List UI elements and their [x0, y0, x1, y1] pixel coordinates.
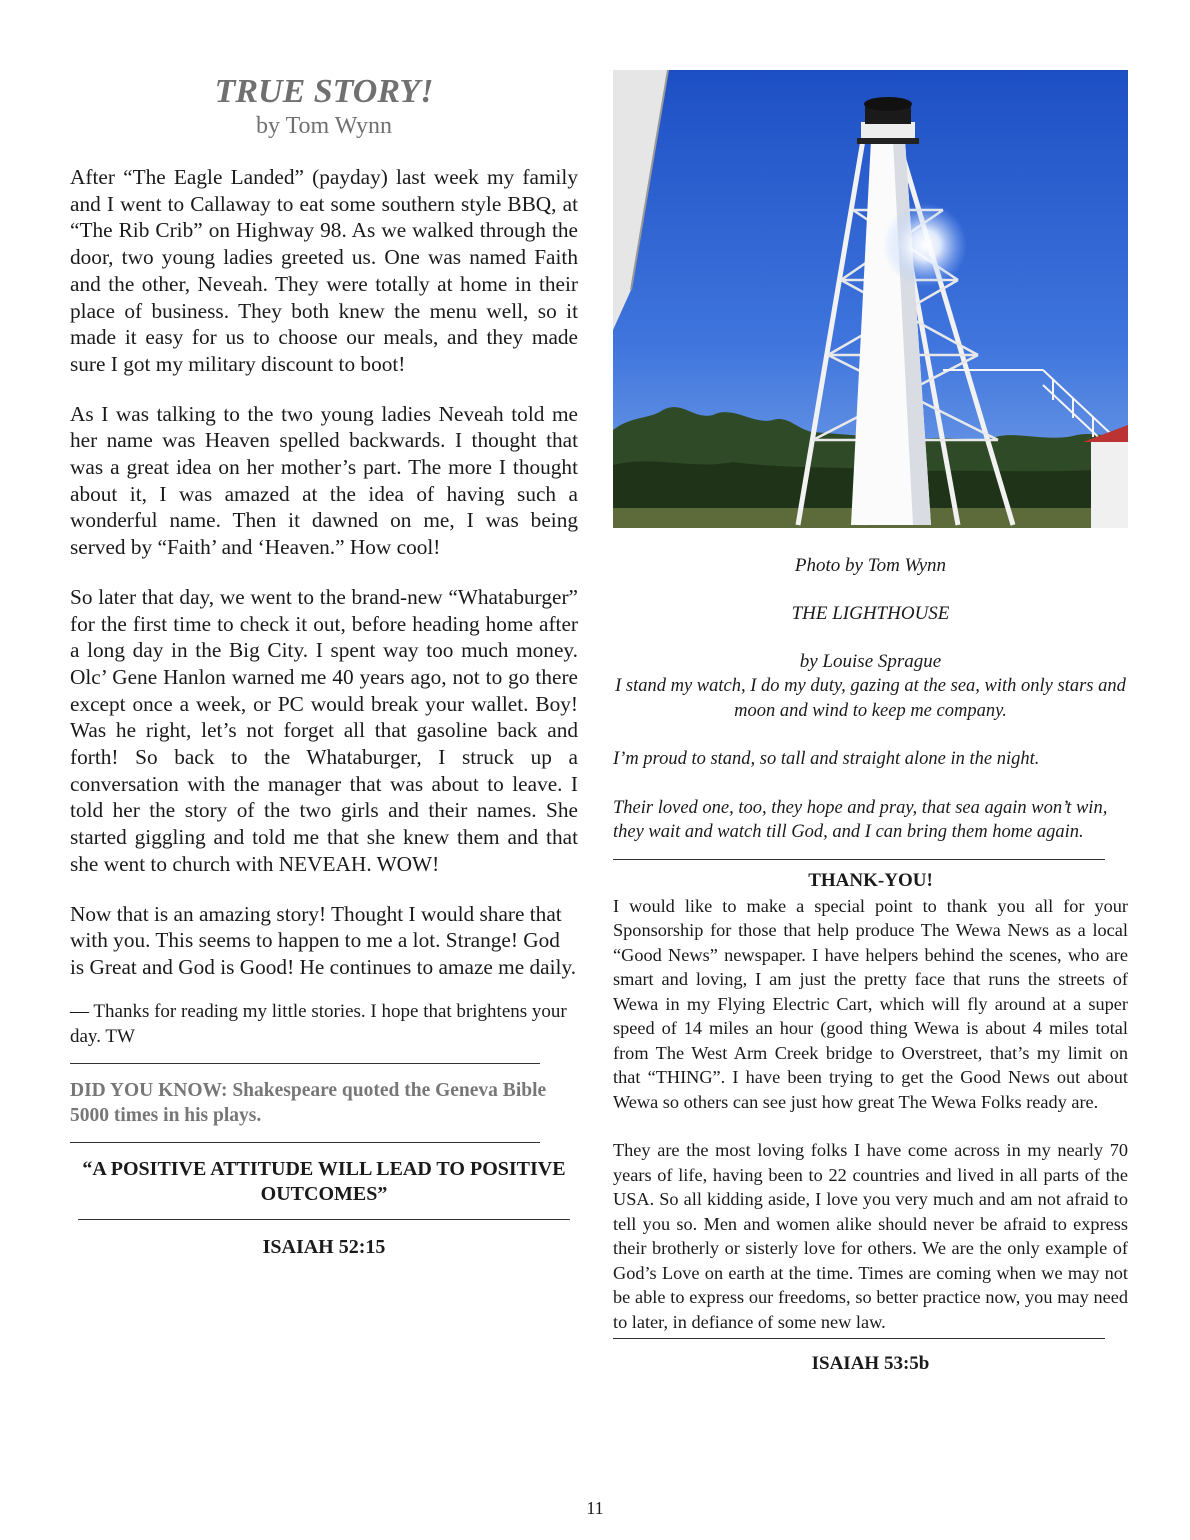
article-paragraph: Now that is an amazing story! Thought I would share that with you. This seems to happen to me a lot. Strange! God is Great and God is Good! He continues to amaze me daily.: [70, 901, 577, 979]
positive-attitude-quote: “A POSITIVE ATTITUDE WILL LEAD TO POSITIVE OUTCOMES”: [82, 1157, 566, 1205]
poem-author: by Louise Sprague: [799, 651, 942, 672]
verse-reference-left: ISAIAH 52:15: [262, 1235, 386, 1258]
poem-title: THE LIGHTHOUSE: [791, 603, 950, 624]
thank-you-heading: THANK-YOU!: [808, 869, 933, 891]
verse-reference-right: ISAIAH 53:5b: [811, 1353, 930, 1374]
lighthouse-photo: [613, 70, 1128, 528]
page-number: 11: [586, 1498, 604, 1518]
poem-stanza: I’m proud to stand, so tall and straight alone in the night.: [613, 749, 1040, 769]
did-you-know: DID YOU KNOW: Shakespeare quoted the Geneva Bible 5000 times in his plays.: [70, 1079, 547, 1126]
thank-you-paragraph: They are the most loving folks I have come across in my nearly 70 years of life, having been to 22 countries and lived in all parts of the USA. So all kidding aside, I love you very much and am not afraid to tell you so. Men and women alike should never be afraid to express their brotherly or sisterly love for others. We are the only example of God’s Love on earth at the time. Times are coming when we may not be able to express our freedoms, so better practice now, you may need to later, in defiance of some new law.: [613, 1140, 1128, 1332]
left-column: [70, 72, 578, 1259]
divider: [613, 859, 1105, 860]
closing-note: — Thanks for reading my little stories. I hope that brightens your day. TW: [70, 1000, 567, 1047]
right-column: [613, 70, 1128, 1375]
article-title: TRUE STORY!: [214, 73, 434, 110]
article-paragraph: As I was talking to the two young ladies Neveah told me her name was Heaven spelled backwards. I thought that was a great idea on her mother’s part. The more I thought about it, I was amazed at the idea of having such a wonderful name. Then it dawned on me, I was being served by “Faith’ and ‘Heaven.” How cool!: [70, 401, 578, 560]
poem-stanza: I stand my watch, I do my duty, gazing at the sea, with only stars and moon and wind to keep me company.: [615, 676, 1126, 721]
photo-caption: Photo by Tom Wynn: [794, 555, 947, 576]
divider: [613, 1338, 1105, 1339]
poem-stanza: Their loved one, too, they hope and pray, that sea again won’t win, they wait and watch till God, and I can bring them home again.: [613, 797, 1108, 842]
divider: [70, 1142, 540, 1143]
article-paragraph: After “The Eagle Landed” (payday) last week my family and I went to Callaway to eat some southern style BBQ, at “The Rib Crib” on Highway 98. As we walked through the door, two young ladies greeted us. One was named Faith and the other, Neveah. They were totally at home in their place of business. They both knew the menu well, so it made it easy for us to choose our meals, and they made sure I got my military discount to boot!: [70, 165, 578, 376]
article-byline: by Tom Wynn: [256, 113, 392, 139]
article-paragraph: So later that day, we went to the brand-new “Whataburger” for the first time to check it out, before heading home after a long day in the Big City. I spent way too much money. Olc’ Gene Hanlon warned me 40 years ago, not to go there except once a week, or PC would break your wallet. Boy! Was he right, let’s not forget all that gasoline back and forth! So back to the Whataburger, I struck up a conversation with the manager that was about to leave. I told her the story of the two girls and their names. She started giggling and told me that she knew them and that she went to church with NEVEAH. WOW!: [70, 584, 578, 876]
divider: [70, 1063, 540, 1064]
divider: [78, 1219, 570, 1220]
thank-you-paragraph: I would like to make a special point to thank you all for your Sponsorship for those that help produce The Wewa News as a local “Good News” newspaper. I have helpers behind the scenes, who are smart and loving, I am just the pretty face that runs the streets of Wewa in my Flying Electric Cart, which will fly around at a super speed of 14 miles an hour (good thing Wewa is about 4 miles total from The West Arm Creek bridge to Overstreet, that’s my limit on that “THING”. I have been trying to get the Good News out about Wewa so others can see just how great The Wewa Folks ready are.: [613, 895, 1128, 1112]
